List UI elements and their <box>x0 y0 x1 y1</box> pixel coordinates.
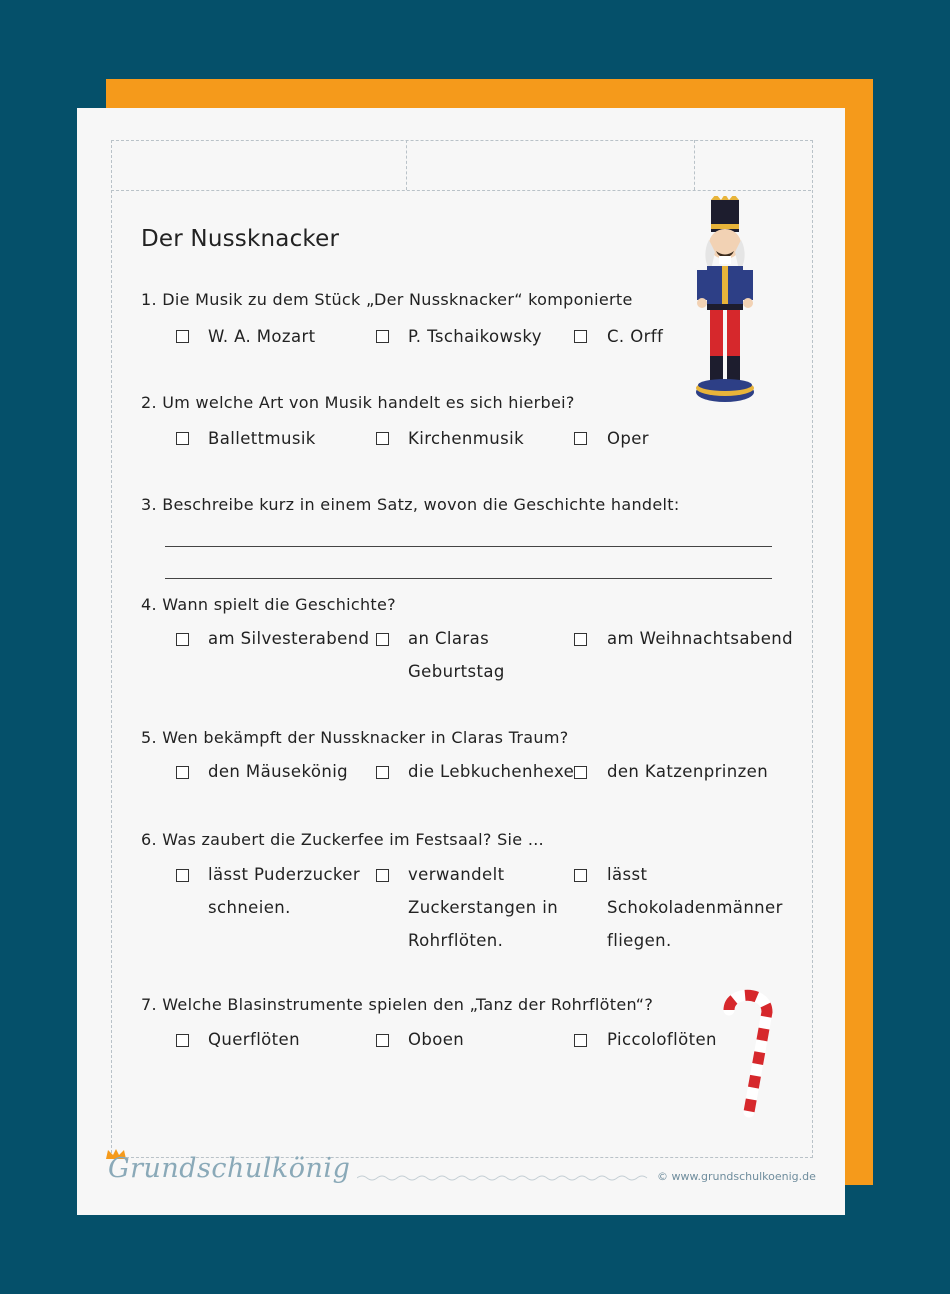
option-6a-line1: lässt Puderzucker <box>208 865 361 884</box>
option-6c-line3: fliegen. <box>607 931 672 950</box>
option-6b-line3: Rohrflöten. <box>408 931 504 950</box>
checkbox[interactable] <box>574 633 587 646</box>
checkbox[interactable] <box>376 766 389 779</box>
option-1c: C. Orff <box>607 327 664 346</box>
option-4c: am Weihnachtsabend <box>607 629 794 648</box>
option-4b-line2: Geburtstag <box>408 662 505 681</box>
checkbox[interactable] <box>376 330 389 343</box>
checkbox[interactable] <box>376 432 389 445</box>
option-6c-line2: Schokoladenmänner <box>607 898 783 917</box>
option-4b-line1: an Claras <box>408 629 490 648</box>
option-7b: Oboen <box>408 1030 465 1049</box>
checkbox[interactable] <box>574 432 587 445</box>
option-7c: Piccoloflöten <box>607 1030 717 1049</box>
option-6b-line2: Zuckerstangen in <box>408 898 559 917</box>
question-4: 4. Wann spielt die Geschichte? <box>141 595 396 614</box>
checkbox[interactable] <box>574 766 587 779</box>
checkbox[interactable] <box>574 1034 587 1047</box>
question-7: 7. Welche Blasinstrumente spielen den „Tanz der Rohrflöten“? <box>141 995 654 1014</box>
copyright-text: © www.grundschulkoenig.de <box>657 1170 816 1183</box>
question-3: 3. Beschreibe kurz in einem Satz, wovon die Geschichte handelt: <box>141 495 680 514</box>
option-5b: die Lebkuchenhexe <box>408 762 575 781</box>
nutcracker-illustration <box>689 196 761 411</box>
option-6a-line2: schneien. <box>208 898 291 917</box>
checkbox[interactable] <box>574 869 587 882</box>
option-5a: den Mäusekönig <box>208 762 349 781</box>
checkbox[interactable] <box>376 869 389 882</box>
checkbox[interactable] <box>176 330 189 343</box>
page-title: Der Nussknacker <box>141 226 340 252</box>
option-2a: Ballettmusik <box>208 429 316 448</box>
checkbox[interactable] <box>376 633 389 646</box>
option-7a: Querflöten <box>208 1030 300 1049</box>
header-field-2[interactable] <box>406 140 695 190</box>
option-6c-line1: lässt <box>607 865 648 884</box>
question-1: 1. Die Musik zu dem Stück „Der Nussknacker“ komponierte <box>141 290 633 309</box>
candy-cane-illustration <box>717 984 779 1120</box>
checkbox[interactable] <box>176 766 189 779</box>
option-5c: den Katzenprinzen <box>607 762 769 781</box>
option-2b: Kirchenmusik <box>408 429 525 448</box>
header-field-3[interactable] <box>694 140 812 190</box>
checkbox[interactable] <box>176 1034 189 1047</box>
option-1a: W. A. Mozart <box>208 327 316 346</box>
checkbox[interactable] <box>176 633 189 646</box>
option-1b: P. Tschaikowsky <box>408 327 542 346</box>
question-5: 5. Wen bekämpft der Nussknacker in Claras Traum? <box>141 728 569 747</box>
option-4a: am Silvesterabend <box>208 629 370 648</box>
question-6: 6. Was zaubert die Zuckerfee im Festsaal? Sie … <box>141 830 545 849</box>
checkbox[interactable] <box>574 330 587 343</box>
answer-line-2[interactable] <box>165 578 772 579</box>
decorative-wave <box>357 1174 649 1182</box>
question-2: 2. Um welche Art von Musik handelt es sich hierbei? <box>141 393 575 412</box>
option-6b-line1: verwandelt <box>408 865 505 884</box>
checkbox[interactable] <box>376 1034 389 1047</box>
header-fields <box>111 140 811 191</box>
answer-line-1[interactable] <box>165 546 772 547</box>
option-2c: Oper <box>607 429 649 448</box>
worksheet <box>77 108 845 1215</box>
checkbox[interactable] <box>176 869 189 882</box>
checkbox[interactable] <box>176 432 189 445</box>
brand-logo: Grundschulkönig <box>108 1153 351 1184</box>
